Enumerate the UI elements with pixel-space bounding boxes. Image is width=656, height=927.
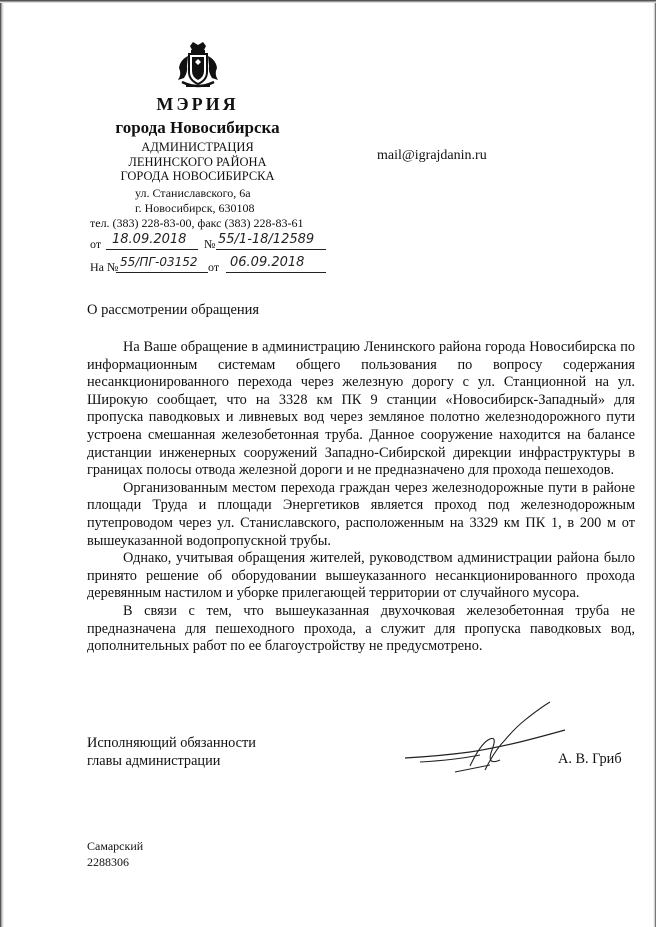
letter-subject: О рассмотрении обращения (87, 302, 260, 318)
reg-date-line (106, 249, 198, 250)
org-administration (90, 140, 305, 184)
ref-number-line (116, 272, 208, 273)
reg-number: 55/1-18/12589 (218, 232, 315, 247)
scan-edge-left (0, 0, 4, 927)
coat-of-arms-icon (176, 42, 220, 90)
executor-name: Самарский (87, 839, 144, 853)
signatory-position-line: главы администрации (87, 753, 221, 769)
reg-number-label: № (204, 237, 216, 251)
reg-from-label: от (90, 237, 102, 251)
ref-date: 06.09.2018 (230, 255, 305, 270)
reg-number-line (216, 249, 326, 250)
org-admin-line: АДМИНИСТРАЦИЯ (141, 140, 254, 154)
executor-info (87, 838, 143, 870)
handwritten-signature (400, 700, 575, 785)
org-city: города Новосибирска (115, 118, 280, 137)
org-city-index: г. Новосибирск, 630108 (135, 201, 255, 215)
org-admin-line: ЛЕНИНСКОГО РАЙОНА (128, 154, 267, 169)
ref-number-label: На № (90, 260, 119, 274)
reg-date: 18.09.2018 (112, 232, 187, 247)
scan-edge-top (0, 0, 656, 3)
ref-number: 55/ПГ-03152 (120, 255, 198, 269)
ref-date-line (226, 272, 326, 273)
org-mayor: МЭРИЯ (156, 94, 239, 114)
executor-phone: 2288306 (87, 855, 129, 869)
body-paragraph: В связи с тем, что вышеуказанная двухочковая железобетонная труба не предназначена для пешеходного прохода, а служит для пропуска паводковых вод, дополнительных работ по ее благоустройству не предусмотрено. (87, 602, 635, 655)
body-paragraph: Организованным местом перехода граждан через железнодорожные пути в районе площади Труда и площади Энергетиков является проход под железнодорожным путепроводом через ул. Станиславского, расположенным на 3329 км ПК 1, в 200 м от вышеуказанной водопропускной трубы. (87, 479, 635, 549)
recipient-email: mail@igrajdanin.ru (377, 148, 487, 163)
org-admin-line: ГОРОДА НОВОСИБИРСКА (120, 169, 275, 183)
signatory-name: А. В. Гриб (558, 751, 622, 767)
ref-from-label: от (208, 260, 220, 274)
letter-body (87, 339, 635, 656)
org-address: ул. Станиславского, 6а (135, 186, 251, 200)
body-paragraph: На Ваше обращение в администрацию Ленинского района города Новосибирска по информационным системам общего пользования по вопросу содержания несанкционированного перехода через железную дорогу с ул. Станционной на ул. Широкую сообщает, что на 3328 км ПК 9 станции «Новосибирск-Западный» для пропуска паводковых и ливневых вод через земляное полотно железнодорожного пути устроена смешанная железобетонная труба. Данное сооружение находится на балансе дистанции инженерных сооружений Западно-Сибирской дирекции инфраструктуры в границах полосы отвода железной дороги и не предназначено для прохода пешеходов. (87, 339, 635, 479)
signatory-position-line: Исполняющий обязанности (87, 735, 256, 751)
body-paragraph: Однако, учитывая обращения жителей, руководством администрации района было принято решение об оборудовании вышеуказанного несанкционированного прохода деревянным настилом и уборке прилегающей территории от случайного мусора. (87, 550, 635, 602)
signatory-position (87, 734, 256, 770)
org-phone: тел. (383) 228-83-00, факс (383) 228-83-61 (90, 216, 304, 230)
